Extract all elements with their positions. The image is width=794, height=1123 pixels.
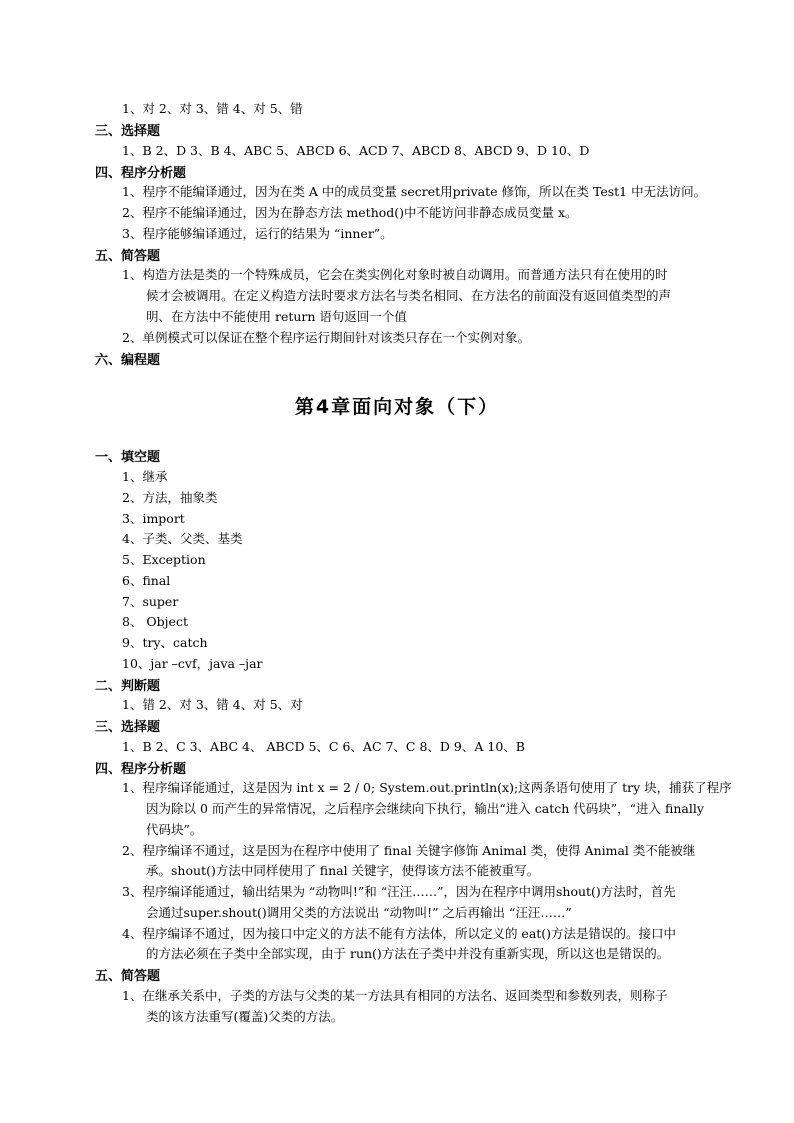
judge-answers: 1、错 2、对 3、错 4、对 5、对 xyxy=(122,697,303,712)
fill-item: 8、 Object xyxy=(122,614,188,629)
analysis-line: 3、程序编译能通过，输出结果为 “动物叫!”和 “汪汪……”，因为在程序中调用shout()方法时，首先 xyxy=(122,884,676,899)
short-answer-line: 候才会被调用。在定义构造方法时要求方法名与类名相同、在方法名的前面没有返回值类型的声 xyxy=(146,288,672,303)
analysis-line: 1、程序编译能通过，这是因为 int x = 2 / 0; System.out.println(x);这两条语句使用了 try 块，捕获了程序 xyxy=(122,780,732,795)
analysis-line: 承。shout()方法中同样使用了 final 关键字，使得该方法不能被重写。 xyxy=(146,863,540,878)
analysis-item: 3、程序能够编译通过，运行的结果为 “inner”。 xyxy=(122,226,393,241)
short-answer-line: 明、在方法中不能使用 return 语句返回一个值 xyxy=(146,309,407,324)
fill-heading: 一、填空题 xyxy=(95,450,161,465)
analysis-item: 2、程序不能编译通过，因为在静态方法 method()中不能访问非静态成员变量 x。 xyxy=(122,205,578,220)
fill-item: 10、jar –cvf，java –jar xyxy=(122,656,263,671)
fill-item: 7、super xyxy=(122,594,179,609)
judge-answers-prev: 1、对 2、对 3、错 4、对 5、错 xyxy=(122,101,303,116)
analysis-line: 代码块”。 xyxy=(146,822,203,837)
short-answer-line: 1、在继承关系中，子类的方法与父类的某一方法具有相同的方法名、返回类型和参数列表，则称子 xyxy=(122,988,668,1003)
fill-item: 5、Exception xyxy=(122,552,206,567)
analysis-heading-prev: 四、程序分析题 xyxy=(95,166,187,181)
choice-heading-prev: 三、选择题 xyxy=(95,124,161,139)
choice-answers: 1、B 2、C 3、ABC 4、 ABCD 5、C 6、AC 7、C 8、D 9、A 10、B xyxy=(122,739,525,754)
program-heading-prev: 六、编程题 xyxy=(95,353,161,368)
fill-item: 2、方法，抽象类 xyxy=(122,490,218,505)
analysis-heading: 四、程序分析题 xyxy=(95,762,187,777)
short-answer-line: 类的该方法重写(覆盖)父类的方法。 xyxy=(146,1009,344,1024)
fill-item: 4、子类、父类、基类 xyxy=(122,531,243,546)
analysis-line: 4、程序编译不通过，因为接口中定义的方法不能有方法体，所以定义的 eat()方法是错误的。接口中 xyxy=(122,926,677,941)
analysis-line: 2、程序编译不通过，这是因为在程序中使用了 final 关键字修饰 Animal 类，使得 Animal 类不能被继 xyxy=(122,843,696,858)
short-answer-line: 2、单例模式可以保证在整个程序运行期间针对该类只存在一个实例对象。 xyxy=(122,330,530,345)
chapter-title: 第4章面向对象（下） xyxy=(294,396,500,418)
fill-item: 1、继承 xyxy=(122,469,168,484)
analysis-item: 1、程序不能编译通过，因为在类 A 中的成员变量 secret用private 修饰，所以在类 Test1 中无法访问。 xyxy=(122,184,707,199)
short-heading-prev: 五、简答题 xyxy=(95,249,161,264)
short-heading: 五、简答题 xyxy=(95,969,161,984)
short-answer-line: 1、构造方法是类的一个特殊成员，它会在类实例化对象时被自动调用。而普通方法只有在使用的时 xyxy=(122,267,668,282)
analysis-line: 会通过super.shout()调用父类的方法说出 “动物叫!” 之后再输出 “汪汪……” xyxy=(146,905,572,920)
choice-heading: 三、选择题 xyxy=(95,720,161,735)
fill-item: 9、try、catch xyxy=(122,635,208,650)
judge-heading: 二、判断题 xyxy=(95,679,161,694)
analysis-line: 因为除以 0 而产生的异常情况，之后程序会继续向下执行，输出“进入 catch 代码块”，“进入 finally xyxy=(146,801,704,816)
analysis-line: 的方法必须在子类中全部实现，由于 run()方法在子类中并没有重新实现，所以这也是错误的。 xyxy=(146,946,670,961)
fill-item: 6、final xyxy=(122,573,171,588)
choice-answers-prev: 1、B 2、D 3、B 4、ABC 5、ABCD 6、ACD 7、ABCD 8、ABCD 9、D 10、D xyxy=(122,143,590,158)
fill-item: 3、import xyxy=(122,511,185,526)
